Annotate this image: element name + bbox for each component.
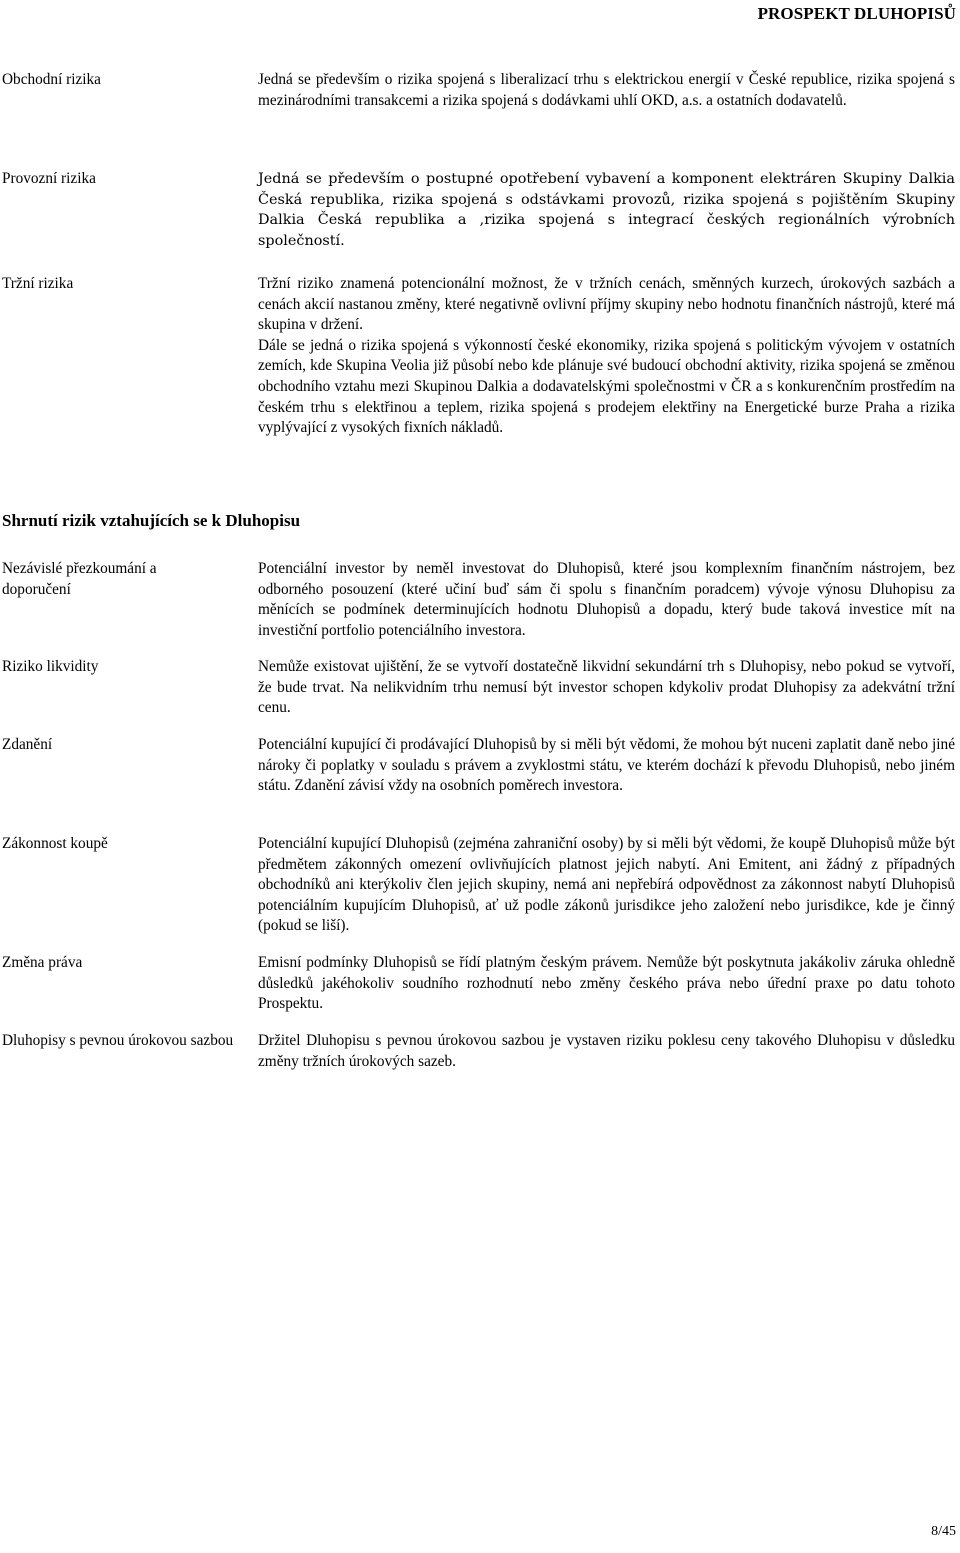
paragraph: Jedná se především o rizika spojená s liberalizací trhu s elektrickou energií v České republice, rizika spojená s mezinárodními transakcemi a rizika spojená s dodávkami uhlí OKD, a.s. a ostatních dodavatelů.: [258, 71, 955, 109]
risk-text: [258, 70, 955, 111]
risk-text: [258, 559, 955, 641]
risk-label: Změna práva: [2, 954, 83, 971]
risk-label: Zákonnost koupě: [2, 835, 108, 852]
risk-text: [258, 274, 955, 439]
risk-label: Dluhopisy s pevnou úrokovou sazbou: [2, 1032, 234, 1049]
paragraph: Potenciální kupující či prodávající Dluhopisů by si měli být vědomi, že mohou být nuceni zaplatit daně nebo jiné nároky či poplatky v souladu s právem a zvyklostmi státu, ve kterém dochází k převodu Dluhopisů, nebo jiném státu. Zdanění závisí vždy na osobních poměrech investora.: [258, 736, 955, 795]
risk-label: Zdanění: [2, 736, 53, 753]
risk-label: Riziko likvidity: [2, 658, 99, 675]
risk-text: [258, 1031, 955, 1072]
section-title: Shrnutí rizik vztahujících se k Dluhopisu: [2, 511, 301, 530]
risk-text: [258, 657, 955, 719]
paragraph: Jedná se především o postupné opotřebení vybavení a komponent elektráren Skupiny Dalkia Česká republika, rizika spojená s odstávkami provozů, rizika spojená s pojištěním Skupiny Dalkia Česká republika a ,rizika spojená s integrací českých regionálních výrobních společností.: [258, 171, 955, 249]
risk-label: Provozní rizika: [2, 170, 96, 187]
risk-text: [258, 169, 955, 251]
paragraph: Držitel Dluhopisu s pevnou úrokovou sazbou je vystaven riziku poklesu ceny takového Dluhopisu v důsledku změny tržních úrokových sazeb.: [258, 1032, 955, 1070]
risk-label: Nezávislé přezkoumání a doporučení: [2, 560, 157, 598]
risk-text: [258, 834, 955, 937]
paragraph: Emisní podmínky Dluhopisů se řídí platným českým právem. Nemůže být poskytnuta jakákoliv záruka ohledně důsledků jakéhokoliv soudního rozhodnutí nebo změny českého práva nebo úřední praxe po datu tohoto Prospektu.: [258, 954, 955, 1013]
paragraph: Potenciální investor by neměl investovat do Dluhopisů, které jsou komplexním finančním nástrojem, bez odborného posouzení (které učiní buď sám či spolu s finančním poradcem) vývoje výnosu Dluhopisu za měnících se podmínek determinujících hodnotu Dluhopisů a dopadu, který bude taková investice mít na investiční portfolio potenciálního investora.: [258, 560, 955, 639]
paragraph: Dále se jedná o rizika spojená s výkonností české ekonomiky, rizika spojená s politickým vývojem v ostatních zemích, kde Skupina Veolia již působí nebo kde plánuje své budoucí obchodní aktivity, rizika spojená se změnou obchodního vztahu mezi Skupinou Dalkia a dodavatelskými společnostmi v ČR a s konkurenčním prostředím na českém trhu s elektřinou a teplem, rizika spojená s prodejem elektřiny na Energetické burze Praha a rizika vyplývající z vysokých fixních nákladů.: [258, 336, 955, 437]
risk-label: Tržní rizika: [2, 275, 74, 292]
paragraph: Potenciální kupující Dluhopisů (zejména zahraniční osoby) by si měli být vědomi, že koupě Dluhopisů může být předmětem zákonných omezení ovlivňujících platnost jejich nabytí. Ani Emitent, ani žádný z případných obchodníků ani kterýkoliv člen jejich skupiny, nemá ani nepřebírá odpovědnost za zákonnost nabytí Dluhopisů potenciálním kupujícím Dluhopisů, ať už podle zákonů jurisdikce jeho založení nebo jurisdikce, kde je činný (pokud se liší).: [258, 835, 955, 935]
risk-text: [258, 953, 955, 1015]
document-header: PROSPEKT DLUHOPISŮ: [757, 4, 956, 23]
risk-label: Obchodní rizika: [2, 71, 101, 88]
page-number: 8/45: [931, 1524, 956, 1540]
paragraph: Tržní riziko znamená potencionální možnost, že v tržních cenách, směnných kurzech, úrokových sazbách a cenách akcií nastanou změny, které negativně ovlivní příjmy skupiny nebo hodnotu finančních nástrojů, které má skupina v držení.: [258, 275, 955, 334]
risk-text: [258, 735, 955, 797]
paragraph: Nemůže existovat ujištění, že se vytvoří dostatečně likvidní sekundární trh s Dluhopisy, nebo pokud se vytvoří, že bude trvat. Na nelikvidním trhu nemusí být investor schopen kdykoliv prodat Dluhopisy za adekvátní tržní cenu.: [258, 658, 955, 717]
